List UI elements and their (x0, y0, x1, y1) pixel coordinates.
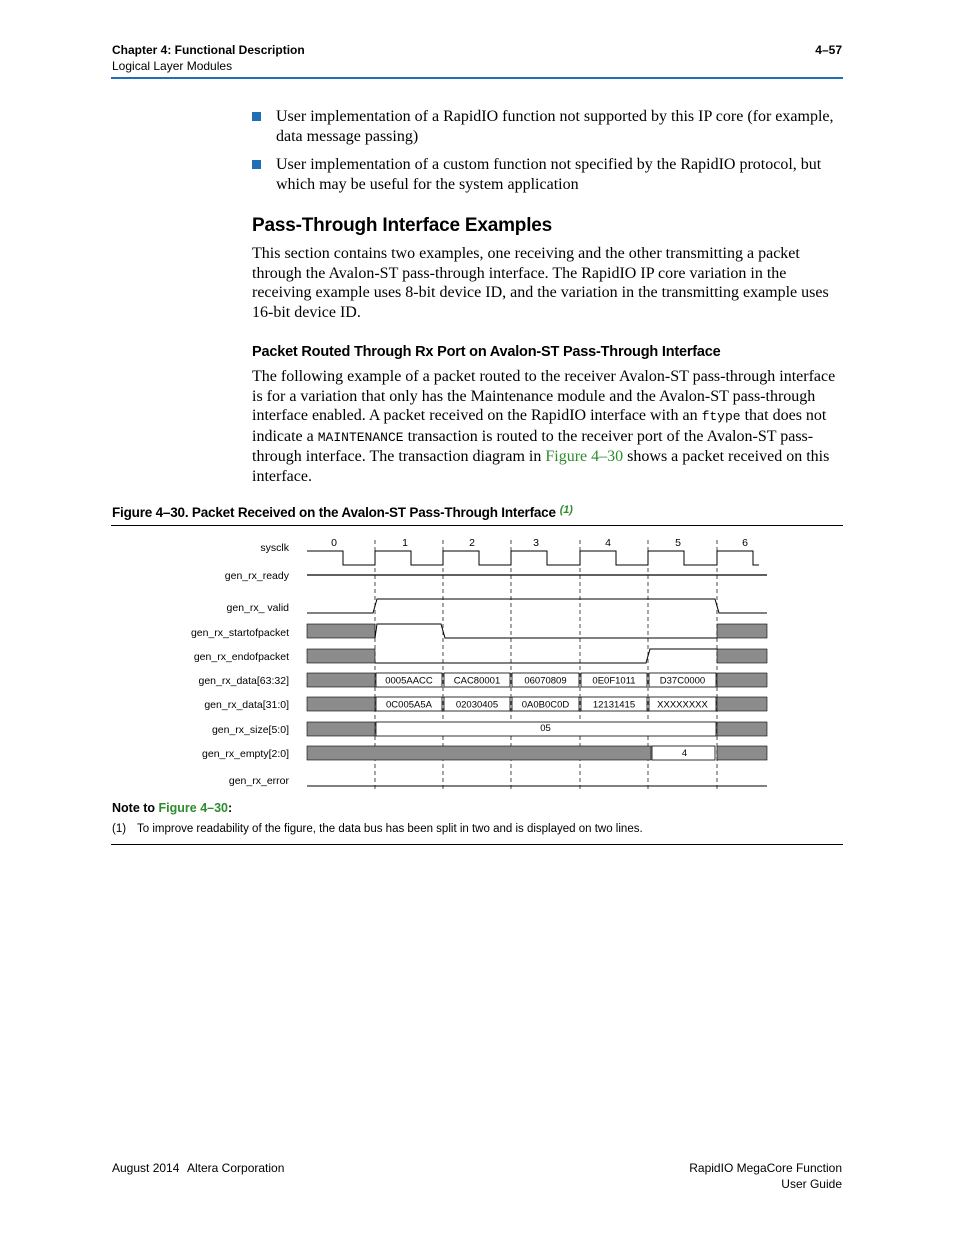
bullet-item (252, 107, 844, 147)
figure-link[interactable]: Figure 4–30 (545, 448, 624, 466)
data-lo-value: 12131415 (592, 699, 636, 711)
data-lo-value: XXXXXXXX (657, 699, 708, 711)
undefined-region (307, 649, 375, 663)
undefined-region (717, 722, 767, 736)
sysclk-wave (307, 551, 759, 565)
bullet-text: User implementation of a RapidIO function not supported by this IP core (for example, data message passing) (276, 108, 834, 145)
paragraph-text: shows a packet received on this interface. (252, 448, 830, 485)
data-lo-value: 0A0B0C0D (521, 699, 570, 711)
cycle-label: 0 (331, 537, 337, 549)
signal-label: gen_rx_data[63:32] (198, 675, 289, 687)
signal-label: gen_rx_size[5:0] (211, 724, 289, 736)
cycle-label: 4 (605, 537, 611, 549)
timing-diagram (111, 530, 781, 795)
section-paragraph: This section contains two examples, one receiving and the other transmitting a packet through the Avalon-ST pass-through interface. The RapidIO IP core variation in the receiving example uses 8-bit device ID, and the variation in the transmitting example uses 16-bit device ID. (252, 245, 829, 321)
valid-wave (307, 599, 767, 613)
figure-title (112, 504, 573, 520)
waveforms (307, 551, 767, 786)
paragraph-text: that does not indicate a (252, 407, 827, 445)
signal-label: sysclk (260, 542, 289, 554)
signal-label: gen_rx_empty[2:0] (202, 748, 289, 760)
undefined-region (307, 673, 375, 687)
footer-doc-type: User Guide (781, 1177, 842, 1191)
data-lo-value: 0C005A5A (386, 699, 432, 711)
signal-label: gen_rx_startofpacket (190, 627, 289, 639)
data-hi-value: 0005AACC (385, 675, 433, 687)
undefined-region (307, 624, 375, 638)
data-lo-value: 02030405 (455, 699, 499, 711)
footer-product: RapidIO MegaCore Function (689, 1161, 842, 1175)
undefined-region (717, 673, 767, 687)
code-ftype: ftype (701, 409, 741, 425)
signal-label: gen_rx_endofpacket (193, 651, 289, 663)
undefined-region (717, 746, 767, 760)
cycle-label: 5 (675, 537, 681, 549)
endofpacket-wave (375, 649, 717, 663)
figure-note-ref[interactable]: (1) (559, 504, 573, 516)
header-section: Logical Layer Modules (112, 59, 233, 73)
section-heading: Pass-Through Interface Examples (252, 215, 553, 236)
undefined-region (307, 746, 651, 760)
cycle-label: 3 (533, 537, 539, 549)
cycle-labels (331, 537, 748, 549)
note-title-suffix: : (228, 801, 233, 815)
header-chapter: Chapter 4: Functional Description (112, 43, 305, 57)
note-figure-link[interactable]: Figure 4–30 (158, 801, 229, 815)
data-hi-value: CAC80001 (453, 675, 501, 687)
cycle-label: 2 (469, 537, 475, 549)
signal-label: gen_rx_error (228, 775, 289, 787)
figure-rule-top (111, 525, 843, 526)
data-hi-value: 06070809 (524, 675, 567, 687)
figure-title-text: Figure 4–30. Packet Received on the Avalon-ST Pass-Through Interface (112, 505, 556, 520)
data-hi-value: D37C0000 (659, 675, 706, 687)
footer-company: Altera Corporation (187, 1161, 285, 1175)
note-text: To improve readability of the figure, the data bus has been split in two and is displayed on two lines. (137, 823, 643, 835)
undefined-region (717, 697, 767, 711)
paragraph-text: The following example of a packet routed to the receiver Avalon-ST pass-through interface is for a variation that only has the Maintenance module and the Avalon-ST pass-through interface enabled. A packet received on the RapidIO interface with an (252, 368, 836, 425)
data-hi-value: 0E0F1011 (592, 675, 636, 687)
undefined-region (717, 649, 767, 663)
bullet-text: User implementation of a custom function not specified by the RapidIO protocol, but which may be useful for the system application (276, 156, 822, 193)
size-value: 05 (540, 723, 551, 734)
header-page-number: 4–57 (815, 43, 842, 57)
startofpacket-wave (375, 624, 717, 638)
signal-label: gen_rx_ valid (226, 602, 289, 614)
signal-label: gen_rx_data[31:0] (204, 699, 289, 711)
undefined-region (307, 697, 375, 711)
paragraph-text: transaction is routed to the receiver port of the Avalon-ST pass-through interface. The transaction diagram in (252, 427, 814, 466)
bullet-square-icon (252, 112, 261, 121)
signal-label: gen_rx_ready (224, 570, 289, 582)
undefined-region (717, 624, 767, 638)
subsection-paragraph (252, 367, 844, 487)
undefined-region (307, 722, 375, 736)
cycle-label: 6 (742, 537, 748, 549)
figure-rule-bottom (111, 844, 843, 845)
cycle-label: 1 (402, 537, 408, 549)
bullet-item (252, 155, 844, 195)
note-title (112, 801, 232, 815)
header-rule (111, 77, 843, 79)
subsection-heading: Packet Routed Through Rx Port on Avalon-ST Pass-Through Interface (252, 344, 721, 360)
note-number: (1) (112, 823, 127, 835)
code-maintenance: MAINTENANCE (317, 429, 404, 445)
empty-value: 4 (681, 748, 688, 759)
note-title-prefix: Note to (112, 801, 159, 815)
signal-labels (191, 542, 290, 787)
bullet-square-icon (252, 160, 261, 169)
footer-date: August 2014 (112, 1161, 180, 1175)
